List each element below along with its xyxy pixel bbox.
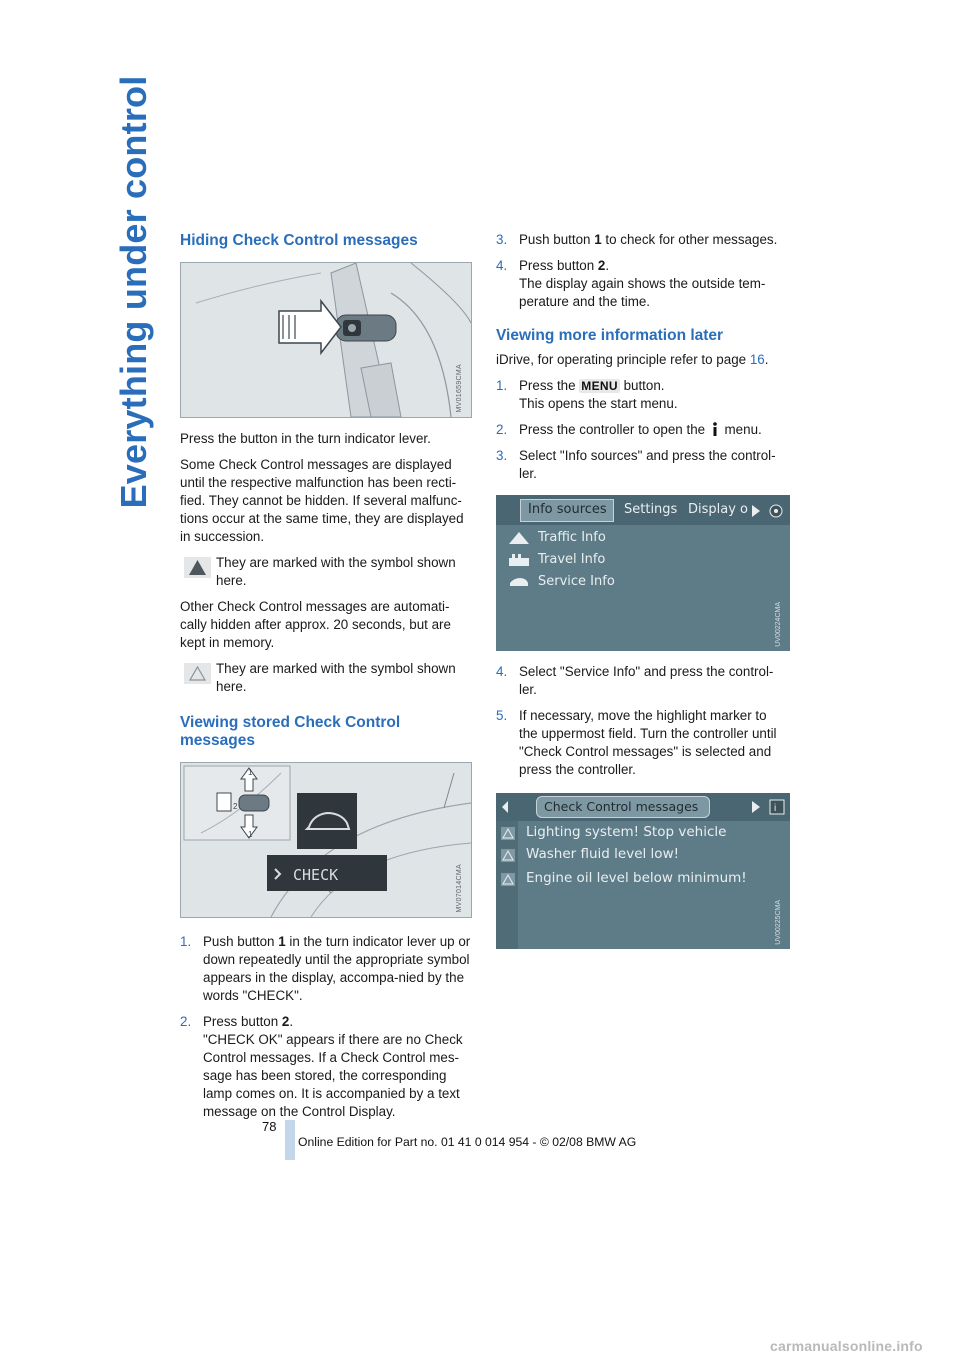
travel-info-icon bbox=[508, 553, 530, 567]
scroll-left-icon bbox=[500, 800, 510, 814]
list-item: 4. Select "Service Info" and press the control-ler. bbox=[496, 664, 774, 697]
check-label: CHECK bbox=[293, 866, 339, 884]
right-steps-list-mid bbox=[496, 377, 788, 483]
list-item: 2. Press the controller to open the menu. bbox=[496, 422, 762, 437]
chapter-side-title bbox=[112, 22, 156, 562]
figure-code: UV00224CMA bbox=[775, 602, 782, 647]
list-item: 3. Push button 1 to check for other messages. bbox=[496, 232, 778, 247]
svg-text:2: 2 bbox=[233, 802, 238, 811]
paragraph-some-messages: Some Check Control messages are displayed until the respective malfunction has been recti-fied. They cannot be hidden. If several malfunc-tions occur at the same time, they are displayed in succession. bbox=[180, 457, 464, 544]
warning-triangle-icon bbox=[501, 873, 515, 886]
page-link[interactable]: 16 bbox=[749, 352, 765, 367]
service-info-icon bbox=[508, 575, 530, 589]
heading-more-information: Viewing more information later bbox=[496, 327, 724, 344]
list-item: 1. Press the MENU button. This opens the start menu. bbox=[496, 378, 678, 411]
lever-drawing bbox=[181, 263, 471, 417]
note-auto-hidden bbox=[180, 660, 472, 696]
left-column bbox=[180, 228, 472, 1129]
scroll-right-icon bbox=[750, 503, 790, 519]
warning-triangle-dark-icon bbox=[184, 557, 211, 578]
footer-edition-text: Online Edition for Part no. 01 41 0 014 954 - © 02/08 BMW AG bbox=[298, 1135, 637, 1149]
warning-triangle-outline-icon bbox=[184, 663, 211, 684]
list-item: 5. If necessary, move the highlight marker to the uppermost field. Turn the controller until "Check Control messages" is selected and press the controller. bbox=[496, 708, 777, 777]
tab-display-label: Display o bbox=[688, 502, 749, 517]
right-column bbox=[496, 231, 788, 949]
check-control-screen bbox=[496, 793, 790, 949]
list-item: 4. Press button 2. The display again shows the outside tem-perature and the time. bbox=[496, 258, 766, 309]
note-text: They are marked with the symbol shown here. bbox=[216, 661, 456, 694]
warning-triangle-icon bbox=[501, 827, 515, 840]
check-control-title: Check Control messages bbox=[544, 799, 699, 814]
menu-item-service-info: Service Info bbox=[538, 574, 615, 589]
paragraph-auto-hidden: Other Check Control messages are automati-cally hidden after approx. 20 seconds, but are kept in memory. bbox=[180, 599, 451, 650]
check-display-illustration bbox=[180, 762, 472, 918]
figure-code: MV01659CMA bbox=[456, 364, 463, 413]
idrive-reference: iDrive, for operating principle refer to page 16. bbox=[496, 352, 769, 367]
info-sources-screen bbox=[496, 495, 790, 651]
menu-item-travel-info: Travel Info bbox=[538, 552, 606, 567]
note-text: They are marked with the symbol shown here. bbox=[216, 555, 456, 588]
menu-button-symbol: MENU bbox=[581, 379, 618, 393]
paragraph-press-button: Press the button in the turn indicator lever. bbox=[180, 431, 431, 446]
message-washer-fluid: Washer fluid level low! bbox=[526, 846, 680, 862]
traffic-info-icon bbox=[508, 531, 530, 545]
check-display-drawing bbox=[181, 763, 471, 917]
tab-info-sources-label: Info sources bbox=[528, 502, 607, 517]
svg-text:1: 1 bbox=[248, 768, 253, 777]
list-item: 2. Press button 2. "CHECK OK" appears if there are no Check Control messages. If a Check Control mes-sage has been stored, the corresponding lamp comes on. It is accompanied by a text message on the Control Display. bbox=[180, 1014, 463, 1119]
tab-settings-label: Settings bbox=[624, 502, 678, 517]
right-steps-list-top bbox=[496, 231, 788, 311]
scroll-right-icon bbox=[750, 799, 790, 815]
left-steps-list bbox=[180, 933, 472, 1121]
turn-indicator-lever-illustration bbox=[180, 262, 472, 418]
list-item: 3. Select "Info sources" and press the control-ler. bbox=[496, 448, 776, 481]
right-steps-list-bottom bbox=[496, 663, 788, 779]
heading-viewing-stored: Viewing stored Check Control messages bbox=[180, 714, 401, 749]
svg-text:1: 1 bbox=[248, 830, 253, 839]
figure-code: UV00225CMA bbox=[775, 900, 782, 945]
message-lighting-system: Lighting system! Stop vehicle bbox=[526, 824, 727, 840]
menu-item-traffic-info: Traffic Info bbox=[538, 530, 606, 545]
list-item: 1. Push button 1 in the turn indicator lever up or down repeatedly until the appropriate symbol appears in the display, accompa-nied by the words "CHECK". bbox=[180, 934, 471, 1003]
figure-code: MV07014CMA bbox=[456, 864, 463, 913]
page-number: 78 bbox=[262, 1119, 277, 1134]
watermark: carmanualsonline.info bbox=[770, 1338, 923, 1354]
heading-hiding-check-control: Hiding Check Control messages bbox=[180, 232, 418, 249]
message-engine-oil: Engine oil level below minimum! bbox=[526, 870, 747, 886]
note-cannot-hide bbox=[180, 554, 472, 590]
footer-accent-bar bbox=[285, 1120, 295, 1160]
chapter-title-text: Everything under control bbox=[113, 75, 154, 509]
svg-text:i: i bbox=[774, 803, 777, 814]
info-icon bbox=[711, 422, 719, 436]
warning-triangle-icon bbox=[501, 849, 515, 862]
